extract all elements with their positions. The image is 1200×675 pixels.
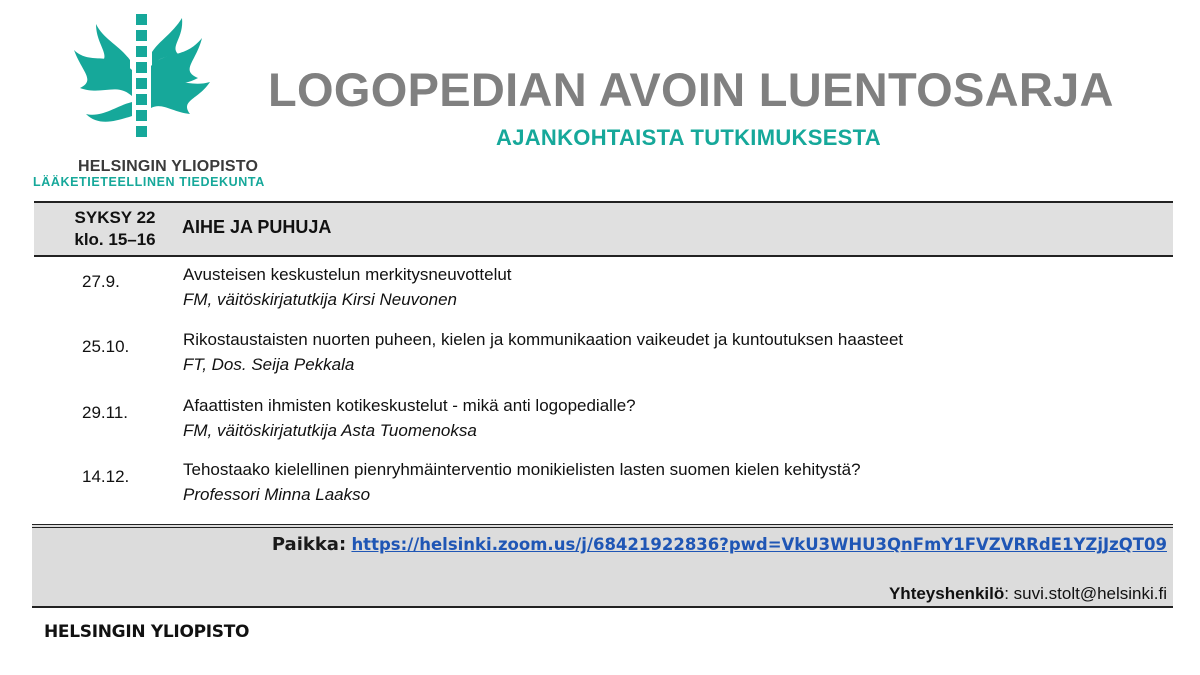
zoom-link[interactable]: https://helsinki.zoom.us/j/68421922836?pwd=VkU3WHU3QnFmY1FVZVRRdE1YZjJzQT09 xyxy=(351,535,1167,554)
lecture-date: 29.11. xyxy=(82,403,129,422)
lecture-speaker: FM, väitöskirjatutkija Asta Tuomenoksa xyxy=(183,421,477,440)
page-subtitle: AJANKOHTAISTA TUTKIMUKSESTA xyxy=(496,125,881,150)
lecture-topic: Afaattisten ihmisten kotikeskustelut - mikä anti logopedialle? xyxy=(183,396,636,415)
footer-info xyxy=(32,524,1173,608)
lecture-date: 14.12. xyxy=(82,467,130,486)
page-title: LOGOPEDIAN AVOIN LUENTOSARJA xyxy=(268,63,1114,116)
contact-label: Yhteyshenkilö xyxy=(888,584,1005,603)
table-header xyxy=(34,201,1173,257)
footer-university-name: HELSINGIN YLIOPISTO xyxy=(44,622,250,642)
lecture-topic: Rikostaustaisten nuorten puheen, kielen ja kommunikaation vaikeudet ja kuntoutuksen haasteet xyxy=(183,330,904,349)
lecture-topic: Avusteisen keskustelun merkitysneuvottelut xyxy=(183,265,512,284)
date-column-header-line2: klo. 15–16 xyxy=(74,230,156,249)
logo-university-name: HELSINGIN YLIOPISTO xyxy=(78,158,259,175)
table-row xyxy=(34,460,1173,520)
lecture-date: 27.9. xyxy=(82,272,120,291)
date-column-header-line1: SYKSY 22 xyxy=(74,208,156,227)
lecture-date: 25.10. xyxy=(82,337,130,356)
table-row xyxy=(34,265,1173,325)
table-row xyxy=(34,330,1173,390)
lecture-speaker: FT, Dos. Seija Pekkala xyxy=(183,355,355,374)
contact-email: : suvi.stolt@helsinki.fi xyxy=(1004,584,1167,603)
lecture-speaker: Professori Minna Laakso xyxy=(183,485,371,504)
flame-cross-logo-icon xyxy=(72,10,222,150)
table-row xyxy=(34,396,1173,456)
lecture-topic: Tehostaako kielellinen pienryhmäinterventio monikielisten lasten suomen kielen kehitystä? xyxy=(183,460,861,479)
lecture-speaker: FM, väitöskirjatutkija Kirsi Neuvonen xyxy=(183,290,457,309)
place-label: Paikka: xyxy=(271,534,347,555)
place-line xyxy=(272,534,1167,556)
university-logo xyxy=(30,10,260,195)
topic-column-header: AIHE JA PUHUJA xyxy=(182,217,332,237)
contact-line xyxy=(889,584,1167,604)
date-column-header xyxy=(70,207,160,251)
faculty-name: LÄÄKETIETEELLINEN TIEDEKUNTA xyxy=(33,175,265,189)
